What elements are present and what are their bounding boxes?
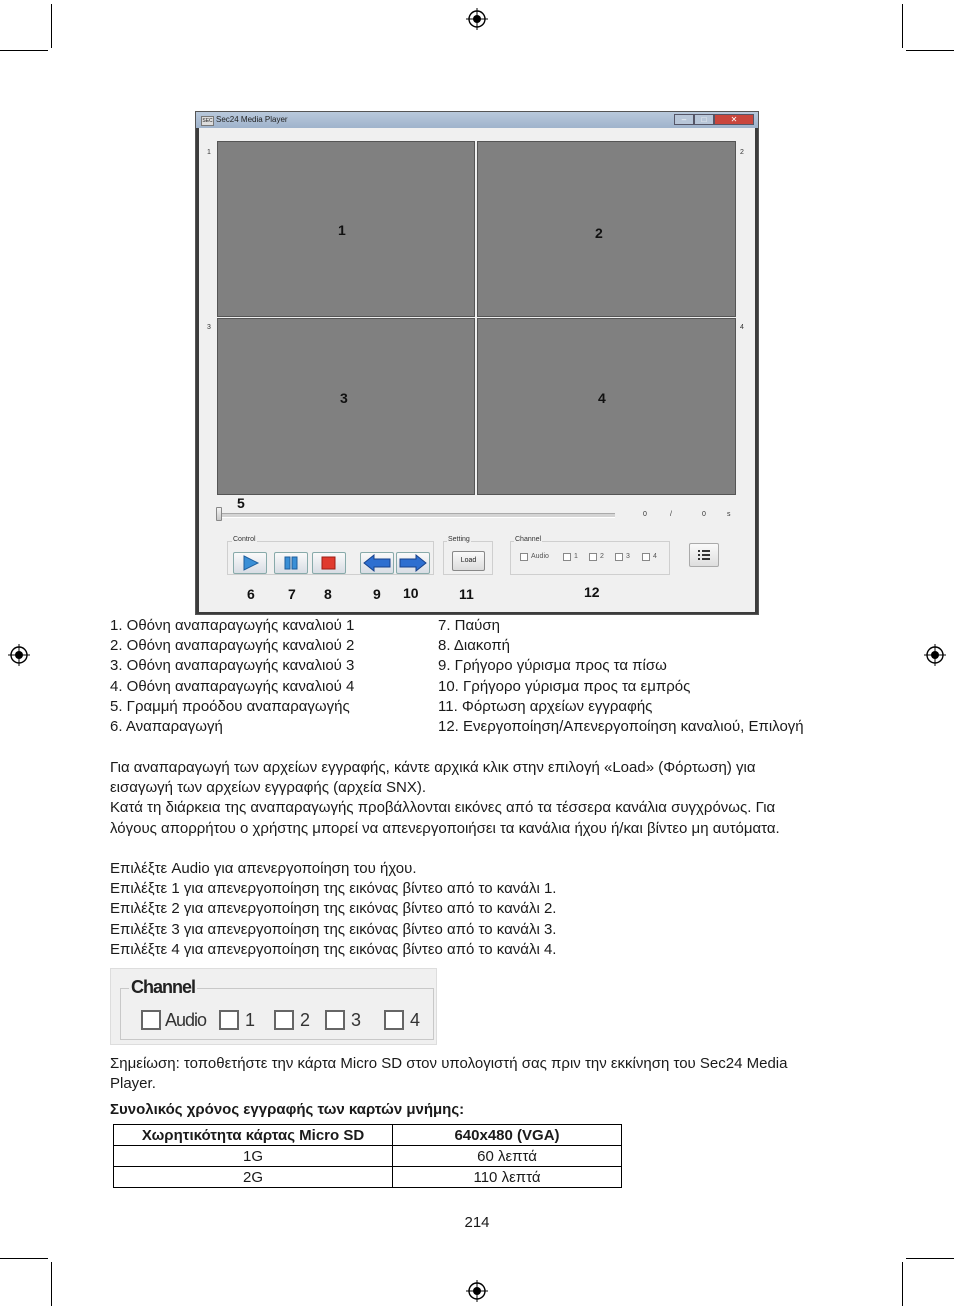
channel-3-checkbox[interactable] (615, 553, 623, 561)
channel-corner-label: 1 (207, 149, 211, 156)
pause-icon (275, 553, 307, 573)
zoom-channel-2-checkbox[interactable] (274, 1010, 294, 1030)
table-header-row (114, 1125, 622, 1146)
text-line: Επιλέξτε Audio για απενεργοποίηση του ήχου. (110, 860, 417, 877)
zoom-audio-label: Audio (165, 1010, 207, 1030)
crop-mark (0, 1258, 48, 1259)
callout-number: 2 (595, 225, 603, 241)
time-current: 0 (643, 511, 647, 518)
channel-4-checkbox[interactable] (642, 553, 650, 561)
crop-mark (902, 4, 903, 48)
stop-button[interactable] (312, 552, 346, 574)
channel-screen-4[interactable] (477, 318, 736, 495)
fast-forward-button[interactable] (396, 552, 430, 574)
legend-item: 10. Γρήγορο γύρισμα προς τα εμπρός (438, 677, 691, 695)
callout-number: 4 (598, 390, 606, 406)
crop-mark (51, 4, 52, 48)
table-cell: 1G (114, 1146, 393, 1167)
callout-number: 1 (338, 222, 346, 238)
arrow-left-icon (361, 553, 393, 573)
page-number: 214 (464, 1214, 490, 1231)
channel-corner-label: 2 (740, 149, 744, 156)
intro-paragraph (110, 758, 850, 839)
select-instructions (110, 859, 850, 960)
rewind-button[interactable] (360, 552, 394, 574)
stop-icon (313, 553, 345, 573)
callout-number: 6 (247, 586, 255, 602)
table-header-cell: Χωρητικότητα κάρτας Micro SD (114, 1125, 393, 1146)
text-line: Player. (110, 1075, 156, 1093)
crop-mark (906, 1258, 954, 1259)
channel-1-checkbox-label: 1 (574, 553, 578, 560)
legend-item: 9. Γρήγορο γύρισμα προς τα πίσω (438, 657, 667, 675)
legend-item: 3. Οθόνη αναπαραγωγής καναλιού 3 (110, 657, 355, 675)
zoom-channel-4-checkbox[interactable] (384, 1010, 404, 1030)
legend-left (110, 616, 354, 737)
time-separator: / (670, 511, 672, 518)
progress-track[interactable] (217, 513, 615, 518)
channel-corner-label: 4 (740, 324, 744, 331)
channel-2-checkbox[interactable] (589, 553, 597, 561)
control-group-label: Control (233, 536, 256, 543)
app-icon: SEC (202, 118, 213, 124)
legend-item: 1. Οθόνη αναπαραγωγής καναλιού 1 (110, 617, 355, 634)
registration-mark-icon (8, 644, 30, 666)
legend-item: 12. Ενεργοποίηση/Απενεργοποίηση καναλιού, Επιλογή (438, 718, 804, 736)
pause-button[interactable] (274, 552, 308, 574)
list-icon (690, 544, 718, 566)
text-line: Επιλέξτε 2 για απενεργοποίηση της εικόνας βίντεο από το κανάλι 2. (110, 900, 557, 918)
progress-slider-thumb[interactable] (216, 507, 222, 521)
zoom-channel-1-label: 1 (245, 1010, 256, 1030)
text-line: Κατά τη διάρκεια της αναπαραγωγής προβάλλονται εικόνες από τα τέσσερα κανάλια συγχρόνως. Για (110, 799, 776, 817)
legend-item: 2. Οθόνη αναπαραγωγής καναλιού 2 (110, 637, 355, 655)
zoom-channel-3-checkbox[interactable] (325, 1010, 345, 1030)
crop-mark (906, 50, 954, 51)
text-line: Σημείωση: τοποθετήστε την κάρτα Micro SD στον υπολογιστή σας πριν την εκκίνηση του Sec24 Media (110, 1055, 788, 1072)
table-row (114, 1167, 622, 1188)
callout-number: 9 (373, 586, 381, 602)
callout-number: 12 (584, 584, 600, 600)
zoom-channel-4-label: 4 (410, 1010, 421, 1030)
zoom-channel-2-label: 2 (300, 1010, 311, 1030)
zoom-channel-1-checkbox[interactable] (219, 1010, 239, 1030)
text-line: Επιλέξτε 1 για απενεργοποίηση της εικόνας βίντεο από το κανάλι 1. (110, 880, 557, 898)
table-cell: 60 λεπτά (393, 1146, 622, 1167)
table-heading: Συνολικός χρόνος εγγραφής των καρτών μνήμης: (110, 1101, 465, 1118)
callout-number: 3 (340, 390, 348, 406)
channel-screen-1[interactable] (217, 141, 475, 317)
table-cell: 110 λεπτά (393, 1167, 622, 1188)
crop-mark (902, 1262, 903, 1306)
text-line: Επιλέξτε 3 για απενεργοποίηση της εικόνας βίντεο από το κανάλι 3. (110, 920, 557, 938)
table-header-cell: 640x480 (VGA) (393, 1125, 622, 1146)
channel-screen-2[interactable] (477, 141, 736, 317)
window-title: Sec24 Media Player (216, 115, 288, 124)
text-line: εισαγωγή των αρχείων εγγραφής (αρχεία SNX). (110, 779, 427, 797)
callout-number: 8 (324, 586, 332, 602)
list-button[interactable] (689, 543, 719, 567)
zoom-channel-3-label: 3 (351, 1010, 362, 1030)
table-cell: 2G (114, 1167, 393, 1188)
crop-mark (0, 50, 48, 51)
channel-1-checkbox[interactable] (563, 553, 571, 561)
channel-group-label: Channel (515, 536, 542, 543)
arrow-right-icon (397, 553, 429, 573)
crop-mark (51, 1262, 52, 1306)
text-line: Για αναπαραγωγή των αρχείων εγγραφής, κάντε αρχικά κλικ στην επιλογή «Load» (Φόρτωση) για (110, 759, 756, 776)
registration-mark-icon (466, 1280, 488, 1302)
window-titlebar (196, 112, 758, 128)
setting-group-label: Setting (448, 536, 470, 543)
zoom-audio-checkbox[interactable] (141, 1010, 161, 1030)
play-icon (234, 553, 266, 573)
audio-checkbox[interactable] (520, 553, 528, 561)
legend-item: 4. Οθόνη αναπαραγωγής καναλιού 4 (110, 677, 355, 695)
channel-3-checkbox-label: 3 (626, 553, 630, 560)
minimize-button[interactable]: – (674, 114, 694, 125)
load-button[interactable]: Load (452, 551, 485, 571)
channel-4-checkbox-label: 4 (653, 553, 657, 560)
play-button[interactable] (233, 552, 267, 574)
channel-corner-label: 3 (207, 324, 211, 331)
zoom-channel-label: Channel (131, 977, 196, 997)
time-unit: s (727, 511, 731, 518)
registration-mark-icon (924, 644, 946, 666)
callout-number: 11 (459, 586, 474, 602)
maximize-button[interactable]: □ (694, 114, 714, 125)
registration-mark-icon (466, 8, 488, 30)
recording-time-table (113, 1124, 622, 1188)
legend-item: 11. Φόρτωση αρχείων εγγραφής (438, 697, 653, 715)
text-line: Επιλέξτε 4 για απενεργοποίηση της εικόνας βίντεο από το κανάλι 4. (110, 940, 557, 958)
callout-number: 7 (288, 586, 296, 602)
text-line: λόγους απορρήτου ο χρήστης μπορεί να απενεργοποιήσει τα κανάλια ήχου ή/και βίντεο μη αυτόματα. (110, 819, 780, 837)
time-total: 0 (702, 511, 706, 518)
callout-number: 10 (403, 585, 419, 601)
channel-2-checkbox-label: 2 (600, 553, 604, 560)
channel-screen-3[interactable] (217, 318, 475, 495)
close-button[interactable]: ✕ (714, 114, 754, 125)
channel-panel-zoom (110, 968, 437, 1045)
legend-item: 8. Διακοπή (438, 637, 511, 655)
callout-number: 5 (237, 495, 245, 511)
legend-item: 5. Γραμμή προόδου αναπαραγωγής (110, 697, 350, 715)
window-client-area (199, 128, 755, 612)
legend-item: 7. Παύση (438, 617, 500, 634)
legend-right (438, 616, 804, 737)
audio-checkbox-label: Audio (531, 553, 549, 560)
note-paragraph (110, 1054, 850, 1094)
media-player-window (195, 111, 759, 615)
table-row (114, 1146, 622, 1167)
legend-item: 6. Αναπαραγωγή (110, 718, 223, 736)
